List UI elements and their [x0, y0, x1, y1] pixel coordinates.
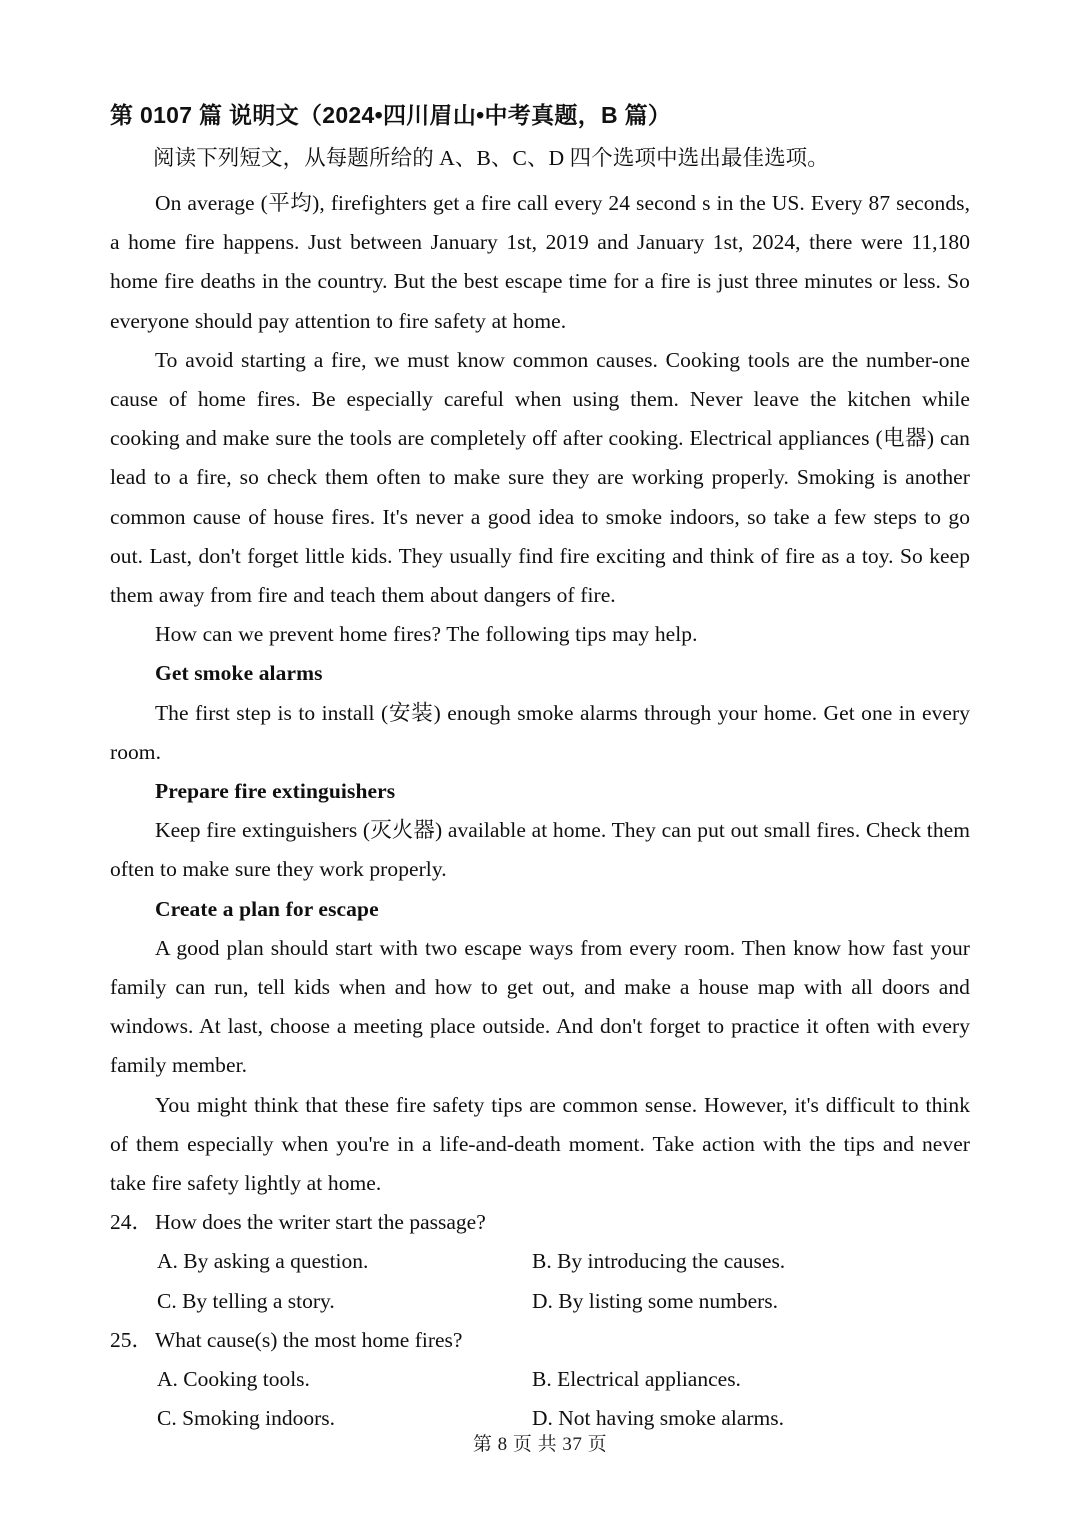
- question-24-option-c[interactable]: C. By telling a story.: [157, 1288, 335, 1313]
- question-25-stem: What cause(s) the most home fires?: [155, 1327, 463, 1352]
- question-25-number: 25．: [110, 1327, 154, 1352]
- page-title: 第 0107 篇 说明文（2024•四川眉山•中考真题，B 篇）: [110, 102, 672, 128]
- passage-closing-paragraph: You might think that these fire safety tips are common sense. However, it's difficult to think of them especially when you're in a life-and-death moment. Take action with the tips and never take fire safety lightly at home.: [110, 1092, 970, 1196]
- page-content: [110, 98, 970, 1439]
- exam-directions: 阅读下列短文，从每题所给的 A、B、C、D 四个选项中选出最佳选项。: [153, 146, 829, 170]
- passage-paragraph-2: To avoid starting a fire, we must know common causes. Cooking tools are the number-one cause of home fires. Be especially careful when using them. Never leave the kitchen while cooking and make sure the tools are completely off after cooking. Electrical appliances (电器) can lead to a fire, so check them often to make sure they are working properly. Smoking is another common cause of house fires. It's never a good idea to smoke indoors, so take a few steps to go out. Last, don't forget little kids. They usually find fire exciting and think of fire as a toy. So keep them away from fire and teach them about dangers of fire.: [110, 347, 970, 608]
- question-24-stem: How does the writer start the passage?: [155, 1210, 486, 1235]
- question-25-option-b[interactable]: B. Electrical appliances.: [532, 1367, 741, 1392]
- question-25-stem-line: [110, 1321, 970, 1360]
- section-heading-prepare-fire-extinguishers: Prepare fire extinguishers: [155, 779, 396, 804]
- section-body-prepare-fire-extinguishers: Keep fire extinguishers (灭火器) available at home. They can put out small fires. Check them often to make sure they work properly.: [110, 818, 970, 882]
- question-24-option-a[interactable]: A. By asking a question.: [157, 1249, 369, 1274]
- page-footer: 第 8 页 共 37 页: [472, 1434, 608, 1455]
- question-24: [110, 1203, 970, 1321]
- question-24-option-b[interactable]: B. By introducing the causes.: [532, 1249, 786, 1274]
- question-24-options-row-2: [110, 1282, 970, 1321]
- question-24-stem-line: [110, 1203, 970, 1242]
- question-25-option-c[interactable]: C. Smoking indoors.: [157, 1406, 335, 1431]
- section-body-get-smoke-alarms: The first step is to install (安装) enough smoke alarms through your home. Get one in every room.: [110, 700, 970, 764]
- question-24-option-d[interactable]: D. By listing some numbers.: [532, 1288, 779, 1313]
- passage-paragraph-1: On average (平均), firefighters get a fire call every 24 second s in the US. Every 87 seconds, a home fire happens. Just between January 1st, 2019 and January 1st, 2024, there were 11,180 home fire deaths in the country. But the best escape time for a fire is just three minutes or less. So everyone should pay attention to fire safety at home.: [110, 191, 970, 333]
- question-25-option-d[interactable]: D. Not having smoke alarms.: [532, 1406, 784, 1431]
- question-24-number: 24．: [110, 1210, 154, 1235]
- question-25-options-row-1: [110, 1360, 970, 1399]
- section-body-create-a-plan-for-escape: A good plan should start with two escape ways from every room. Then know how fast your family can run, tell kids when and how to get out, and make a house map with all doors and windows. At last, choose a meeting place outside. And don't forget to practice it often with every family member.: [110, 935, 970, 1078]
- section-heading-get-smoke-alarms: Get smoke alarms: [155, 661, 323, 686]
- question-24-options-row-1: [110, 1242, 970, 1281]
- section-heading-create-a-plan-for-escape: Create a plan for escape: [155, 896, 379, 921]
- question-25-option-a[interactable]: A. Cooking tools.: [157, 1367, 310, 1392]
- passage-paragraph-3: How can we prevent home fires? The following tips may help.: [155, 622, 698, 647]
- question-25: [110, 1321, 970, 1439]
